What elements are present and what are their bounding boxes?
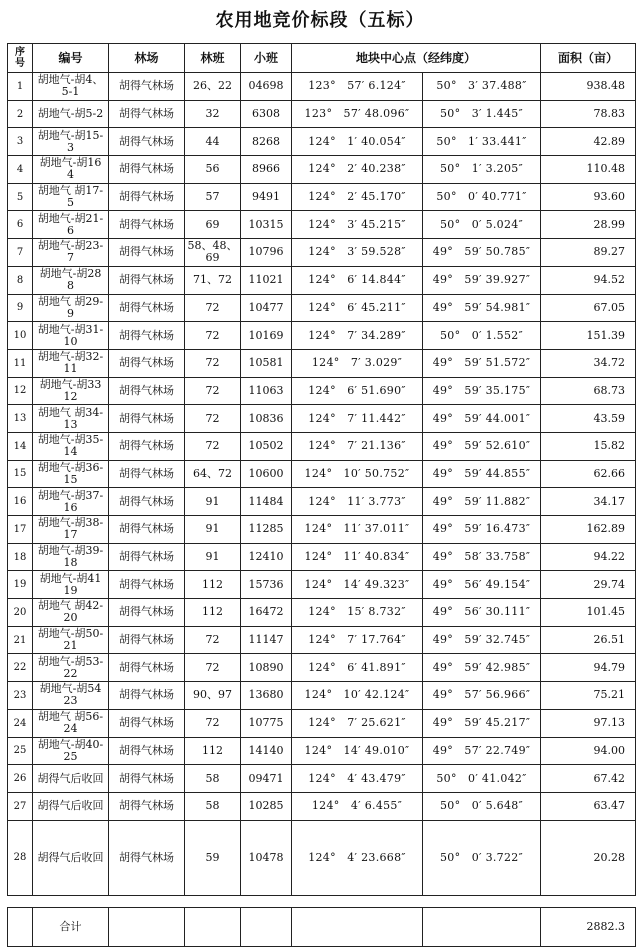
cell-area: 28.99 <box>541 211 636 239</box>
cell-code: 胡地气-胡5-2 <box>33 100 109 128</box>
cell-seq: 17 <box>8 516 33 544</box>
cell-area: 93.60 <box>541 183 636 211</box>
cell-subcompartment: 10477 <box>241 294 292 322</box>
cell-longitude: 123° 57′ 48.096″ <box>292 100 423 128</box>
cell-longitude: 124° 10′ 50.752″ <box>292 460 423 488</box>
cell-code: 胡地气-胡21-6 <box>33 211 109 239</box>
cell-longitude: 124° 11′ 40.834″ <box>292 543 423 571</box>
cell-longitude: 124° 7′ 25.621″ <box>292 709 423 737</box>
cell-subcompartment: 10796 <box>241 239 292 267</box>
page-title: 农用地竞价标段（五标） <box>215 10 425 31</box>
cell-area: 26.51 <box>541 626 636 654</box>
cell-seq: 5 <box>8 183 33 211</box>
cell-code: 胡地气-胡31-10 <box>33 322 109 350</box>
cell-code: 胡地气-胡35-14 <box>33 432 109 460</box>
cell-area: 110.48 <box>541 156 636 184</box>
table-row <box>8 322 636 350</box>
cell-area: 938.48 <box>541 73 636 101</box>
cell-code: 胡得气后收回 <box>33 792 109 820</box>
cell-seq: 22 <box>8 654 33 682</box>
header-compartment: 林班 <box>185 44 241 73</box>
cell-longitude: 124° 2′ 40.238″ <box>292 156 423 184</box>
cell-compartment: 91 <box>185 543 241 571</box>
cell-farm: 胡得气林场 <box>109 709 185 737</box>
cell-latitude: 50° 3′ 1.445″ <box>423 100 541 128</box>
table-row <box>8 239 636 267</box>
cell-latitude: 49° 59′ 39.927″ <box>423 266 541 294</box>
cell-longitude: 124° 3′ 45.215″ <box>292 211 423 239</box>
cell-latitude: 50° 1′ 33.441″ <box>423 128 541 156</box>
cell-farm: 胡得气林场 <box>109 73 185 101</box>
table-row <box>8 128 636 156</box>
table-row <box>8 488 636 516</box>
cell-compartment: 112 <box>185 571 241 599</box>
cell-subcompartment: 10502 <box>241 432 292 460</box>
cell-seq: 3 <box>8 128 33 156</box>
cell-area: 94.79 <box>541 654 636 682</box>
table-row <box>8 543 636 571</box>
total-empty <box>185 908 241 947</box>
total-table <box>7 907 636 947</box>
table-row <box>8 100 636 128</box>
cell-seq: 25 <box>8 737 33 765</box>
cell-longitude: 124° 4′ 23.668″ <box>292 820 423 895</box>
cell-compartment: 56 <box>185 156 241 184</box>
table-row <box>8 709 636 737</box>
cell-subcompartment: 10600 <box>241 460 292 488</box>
cell-code: 胡地气 胡34-13 <box>33 405 109 433</box>
cell-longitude: 124° 15′ 8.732″ <box>292 599 423 627</box>
cell-compartment: 90、97 <box>185 682 241 710</box>
cell-area: 101.45 <box>541 599 636 627</box>
cell-longitude: 124° 7′ 17.764″ <box>292 626 423 654</box>
cell-code: 胡得气后收回 <box>33 765 109 793</box>
cell-farm: 胡得气林场 <box>109 488 185 516</box>
cell-subcompartment: 8966 <box>241 156 292 184</box>
cell-compartment: 58 <box>185 792 241 820</box>
cell-code: 胡地气-胡50-21 <box>33 626 109 654</box>
cell-farm: 胡得气林场 <box>109 156 185 184</box>
cell-code: 胡地气-胡40-25 <box>33 737 109 765</box>
cell-seq: 13 <box>8 405 33 433</box>
cell-area: 34.17 <box>541 488 636 516</box>
cell-seq: 2 <box>8 100 33 128</box>
cell-longitude: 123° 57′ 6.124″ <box>292 73 423 101</box>
cell-seq: 10 <box>8 322 33 350</box>
cell-farm: 胡得气林场 <box>109 432 185 460</box>
cell-compartment: 72 <box>185 626 241 654</box>
cell-seq: 23 <box>8 682 33 710</box>
cell-farm: 胡得气林场 <box>109 322 185 350</box>
cell-compartment: 112 <box>185 599 241 627</box>
cell-subcompartment: 16472 <box>241 599 292 627</box>
cell-latitude: 50° 0′ 41.042″ <box>423 765 541 793</box>
cell-code: 胡地气 胡56-24 <box>33 709 109 737</box>
cell-code: 胡地气 胡17-5 <box>33 183 109 211</box>
cell-farm: 胡得气林场 <box>109 682 185 710</box>
cell-latitude: 49° 57′ 56.966″ <box>423 682 541 710</box>
cell-area: 67.42 <box>541 765 636 793</box>
cell-longitude: 124° 6′ 14.844″ <box>292 266 423 294</box>
cell-area: 78.83 <box>541 100 636 128</box>
cell-code: 胡地气 胡42-20 <box>33 599 109 627</box>
cell-area: 151.39 <box>541 322 636 350</box>
cell-area: 62.66 <box>541 460 636 488</box>
cell-farm: 胡得气林场 <box>109 405 185 433</box>
table-row <box>8 654 636 682</box>
cell-farm: 胡得气林场 <box>109 792 185 820</box>
cell-latitude: 50° 0′ 1.552″ <box>423 322 541 350</box>
cell-farm: 胡得气林场 <box>109 128 185 156</box>
table-row <box>8 294 636 322</box>
table-row <box>8 156 636 184</box>
cell-compartment: 72 <box>185 294 241 322</box>
cell-seq: 18 <box>8 543 33 571</box>
header-subcompartment: 小班 <box>241 44 292 73</box>
cell-area: 162.89 <box>541 516 636 544</box>
cell-compartment: 57 <box>185 183 241 211</box>
cell-seq: 8 <box>8 266 33 294</box>
table-row <box>8 73 636 101</box>
table-row <box>8 516 636 544</box>
cell-latitude: 49° 59′ 16.473″ <box>423 516 541 544</box>
cell-farm: 胡得气林场 <box>109 377 185 405</box>
table-row <box>8 571 636 599</box>
cell-seq: 14 <box>8 432 33 460</box>
cell-subcompartment: 09471 <box>241 765 292 793</box>
cell-subcompartment: 04698 <box>241 73 292 101</box>
cell-area: 94.00 <box>541 737 636 765</box>
cell-longitude: 124° 1′ 40.054″ <box>292 128 423 156</box>
cell-longitude: 124° 3′ 59.528″ <box>292 239 423 267</box>
cell-seq: 15 <box>8 460 33 488</box>
cell-area: 97.13 <box>541 709 636 737</box>
cell-seq: 7 <box>8 239 33 267</box>
cell-latitude: 50° 0′ 5.648″ <box>423 792 541 820</box>
cell-compartment: 59 <box>185 820 241 895</box>
cell-longitude: 124° 11′ 37.011″ <box>292 516 423 544</box>
header-seq: 序号 <box>8 44 33 73</box>
cell-seq: 11 <box>8 349 33 377</box>
cell-compartment: 69 <box>185 211 241 239</box>
cell-latitude: 50° 1′ 3.205″ <box>423 156 541 184</box>
cell-code: 胡地气-胡54 23 <box>33 682 109 710</box>
cell-farm: 胡得气林场 <box>109 543 185 571</box>
total-empty <box>8 908 33 947</box>
cell-seq: 26 <box>8 765 33 793</box>
cell-farm: 胡得气林场 <box>109 654 185 682</box>
total-empty <box>423 908 541 947</box>
cell-code: 胡地气-胡36-15 <box>33 460 109 488</box>
cell-subcompartment: 11021 <box>241 266 292 294</box>
cell-area: 43.59 <box>541 405 636 433</box>
cell-longitude: 124° 11′ 3.773″ <box>292 488 423 516</box>
cell-latitude: 50° 0′ 3.722″ <box>423 820 541 895</box>
table-row <box>8 820 636 895</box>
cell-compartment: 58 <box>185 765 241 793</box>
cell-subcompartment: 10775 <box>241 709 292 737</box>
cell-code: 胡地气-胡41 19 <box>33 571 109 599</box>
table-row <box>8 183 636 211</box>
cell-code: 胡地气-胡37-16 <box>33 488 109 516</box>
cell-seq: 4 <box>8 156 33 184</box>
cell-latitude: 50° 0′ 5.024″ <box>423 211 541 239</box>
cell-area: 29.74 <box>541 571 636 599</box>
header-code: 编号 <box>33 44 109 73</box>
cell-subcompartment: 9491 <box>241 183 292 211</box>
cell-subcompartment: 11285 <box>241 516 292 544</box>
cell-code: 胡地气-胡38-17 <box>33 516 109 544</box>
cell-compartment: 26、22 <box>185 73 241 101</box>
cell-farm: 胡得气林场 <box>109 460 185 488</box>
header-center: 地块中心点（经纬度） <box>292 44 541 73</box>
cell-latitude: 49° 59′ 51.572″ <box>423 349 541 377</box>
cell-longitude: 124° 6′ 45.211″ <box>292 294 423 322</box>
header-area: 面积（亩） <box>541 44 636 73</box>
cell-latitude: 49° 56′ 49.154″ <box>423 571 541 599</box>
cell-seq: 6 <box>8 211 33 239</box>
cell-longitude: 124° 7′ 11.442″ <box>292 405 423 433</box>
cell-latitude: 49° 58′ 33.758″ <box>423 543 541 571</box>
cell-code: 胡地气-胡16 4 <box>33 156 109 184</box>
cell-subcompartment: 10478 <box>241 820 292 895</box>
cell-subcompartment: 10836 <box>241 405 292 433</box>
cell-farm: 胡得气林场 <box>109 266 185 294</box>
cell-area: 94.52 <box>541 266 636 294</box>
cell-longitude: 124° 7′ 3.029″ <box>292 349 423 377</box>
table-row <box>8 599 636 627</box>
cell-longitude: 124° 14′ 49.010″ <box>292 737 423 765</box>
table-row <box>8 765 636 793</box>
cell-longitude: 124° 4′ 6.455″ <box>292 792 423 820</box>
cell-compartment: 72 <box>185 432 241 460</box>
cell-area: 75.21 <box>541 682 636 710</box>
table-row <box>8 349 636 377</box>
cell-farm: 胡得气林场 <box>109 211 185 239</box>
cell-longitude: 124° 2′ 45.170″ <box>292 183 423 211</box>
cell-area: 15.82 <box>541 432 636 460</box>
cell-area: 20.28 <box>541 820 636 895</box>
cell-latitude: 50° 3′ 37.488″ <box>423 73 541 101</box>
cell-subcompartment: 13680 <box>241 682 292 710</box>
cell-subcompartment: 10285 <box>241 792 292 820</box>
cell-latitude: 49° 59′ 11.882″ <box>423 488 541 516</box>
cell-compartment: 72 <box>185 377 241 405</box>
cell-compartment: 72 <box>185 349 241 377</box>
table-header-row <box>8 44 636 73</box>
cell-seq: 12 <box>8 377 33 405</box>
cell-area: 34.72 <box>541 349 636 377</box>
cell-latitude: 49° 59′ 50.785″ <box>423 239 541 267</box>
cell-code: 胡地气-胡28 8 <box>33 266 109 294</box>
table-row <box>8 792 636 820</box>
cell-seq: 27 <box>8 792 33 820</box>
cell-compartment: 58、48、69 <box>185 239 241 267</box>
parcel-table <box>7 43 636 896</box>
cell-farm: 胡得气林场 <box>109 571 185 599</box>
cell-farm: 胡得气林场 <box>109 599 185 627</box>
cell-farm: 胡得气林场 <box>109 100 185 128</box>
cell-code: 胡地气-胡53-22 <box>33 654 109 682</box>
cell-area: 89.27 <box>541 239 636 267</box>
table-row <box>8 211 636 239</box>
cell-farm: 胡得气林场 <box>109 626 185 654</box>
cell-compartment: 32 <box>185 100 241 128</box>
cell-subcompartment: 10169 <box>241 322 292 350</box>
cell-latitude: 49° 59′ 44.001″ <box>423 405 541 433</box>
table-row <box>8 460 636 488</box>
cell-code: 胡得气后收回 <box>33 820 109 895</box>
cell-seq: 1 <box>8 73 33 101</box>
cell-latitude: 49° 59′ 42.985″ <box>423 654 541 682</box>
cell-compartment: 71、72 <box>185 266 241 294</box>
cell-compartment: 44 <box>185 128 241 156</box>
cell-subcompartment: 11147 <box>241 626 292 654</box>
table-row <box>8 266 636 294</box>
cell-code: 胡地气-胡15-3 <box>33 128 109 156</box>
cell-area: 63.47 <box>541 792 636 820</box>
cell-longitude: 124° 6′ 41.891″ <box>292 654 423 682</box>
table-row <box>8 626 636 654</box>
cell-code: 胡地气-胡32-11 <box>33 349 109 377</box>
cell-latitude: 49° 57′ 22.749″ <box>423 737 541 765</box>
cell-code: 胡地气-胡39-18 <box>33 543 109 571</box>
cell-area: 42.89 <box>541 128 636 156</box>
cell-subcompartment: 15736 <box>241 571 292 599</box>
cell-latitude: 49° 59′ 35.175″ <box>423 377 541 405</box>
cell-latitude: 49° 59′ 45.217″ <box>423 709 541 737</box>
cell-farm: 胡得气林场 <box>109 349 185 377</box>
cell-compartment: 91 <box>185 488 241 516</box>
cell-seq: 28 <box>8 820 33 895</box>
cell-area: 68.73 <box>541 377 636 405</box>
cell-longitude: 124° 14′ 49.323″ <box>292 571 423 599</box>
cell-code: 胡地气-胡4、5-1 <box>33 73 109 101</box>
header-farm: 林场 <box>109 44 185 73</box>
cell-seq: 19 <box>8 571 33 599</box>
cell-seq: 9 <box>8 294 33 322</box>
cell-latitude: 49° 59′ 44.855″ <box>423 460 541 488</box>
cell-farm: 胡得气林场 <box>109 516 185 544</box>
cell-compartment: 91 <box>185 516 241 544</box>
table-row <box>8 682 636 710</box>
cell-latitude: 49° 59′ 52.610″ <box>423 432 541 460</box>
cell-subcompartment: 10890 <box>241 654 292 682</box>
table-row <box>8 405 636 433</box>
cell-code: 胡地气-胡33 12 <box>33 377 109 405</box>
cell-longitude: 124° 7′ 21.136″ <box>292 432 423 460</box>
cell-subcompartment: 11484 <box>241 488 292 516</box>
cell-subcompartment: 6308 <box>241 100 292 128</box>
cell-seq: 16 <box>8 488 33 516</box>
cell-seq: 20 <box>8 599 33 627</box>
cell-compartment: 112 <box>185 737 241 765</box>
cell-subcompartment: 8268 <box>241 128 292 156</box>
cell-latitude: 49° 56′ 30.111″ <box>423 599 541 627</box>
table-row <box>8 377 636 405</box>
cell-farm: 胡得气林场 <box>109 239 185 267</box>
total-empty <box>109 908 185 947</box>
total-row <box>8 908 636 947</box>
cell-area: 67.05 <box>541 294 636 322</box>
cell-latitude: 50° 0′ 40.771″ <box>423 183 541 211</box>
cell-compartment: 64、72 <box>185 460 241 488</box>
cell-subcompartment: 14140 <box>241 737 292 765</box>
cell-longitude: 124° 4′ 43.479″ <box>292 765 423 793</box>
cell-farm: 胡得气林场 <box>109 737 185 765</box>
cell-area: 94.22 <box>541 543 636 571</box>
cell-compartment: 72 <box>185 322 241 350</box>
cell-code: 胡地气-胡23-7 <box>33 239 109 267</box>
cell-subcompartment: 10315 <box>241 211 292 239</box>
cell-longitude: 124° 10′ 42.124″ <box>292 682 423 710</box>
cell-subcompartment: 11063 <box>241 377 292 405</box>
cell-farm: 胡得气林场 <box>109 294 185 322</box>
table-row <box>8 432 636 460</box>
cell-subcompartment: 12410 <box>241 543 292 571</box>
cell-longitude: 124° 7′ 34.289″ <box>292 322 423 350</box>
total-label: 合计 <box>33 908 109 947</box>
cell-compartment: 72 <box>185 405 241 433</box>
cell-farm: 胡得气林场 <box>109 765 185 793</box>
total-area: 2882.3 <box>541 908 636 947</box>
cell-compartment: 72 <box>185 709 241 737</box>
total-empty <box>292 908 423 947</box>
cell-latitude: 49° 59′ 54.981″ <box>423 294 541 322</box>
cell-longitude: 124° 6′ 51.690″ <box>292 377 423 405</box>
cell-farm: 胡得气林场 <box>109 820 185 895</box>
cell-seq: 24 <box>8 709 33 737</box>
cell-seq: 21 <box>8 626 33 654</box>
table-row <box>8 737 636 765</box>
cell-latitude: 49° 59′ 32.745″ <box>423 626 541 654</box>
cell-subcompartment: 10581 <box>241 349 292 377</box>
cell-compartment: 72 <box>185 654 241 682</box>
cell-farm: 胡得气林场 <box>109 183 185 211</box>
total-empty <box>241 908 292 947</box>
cell-code: 胡地气 胡29-9 <box>33 294 109 322</box>
